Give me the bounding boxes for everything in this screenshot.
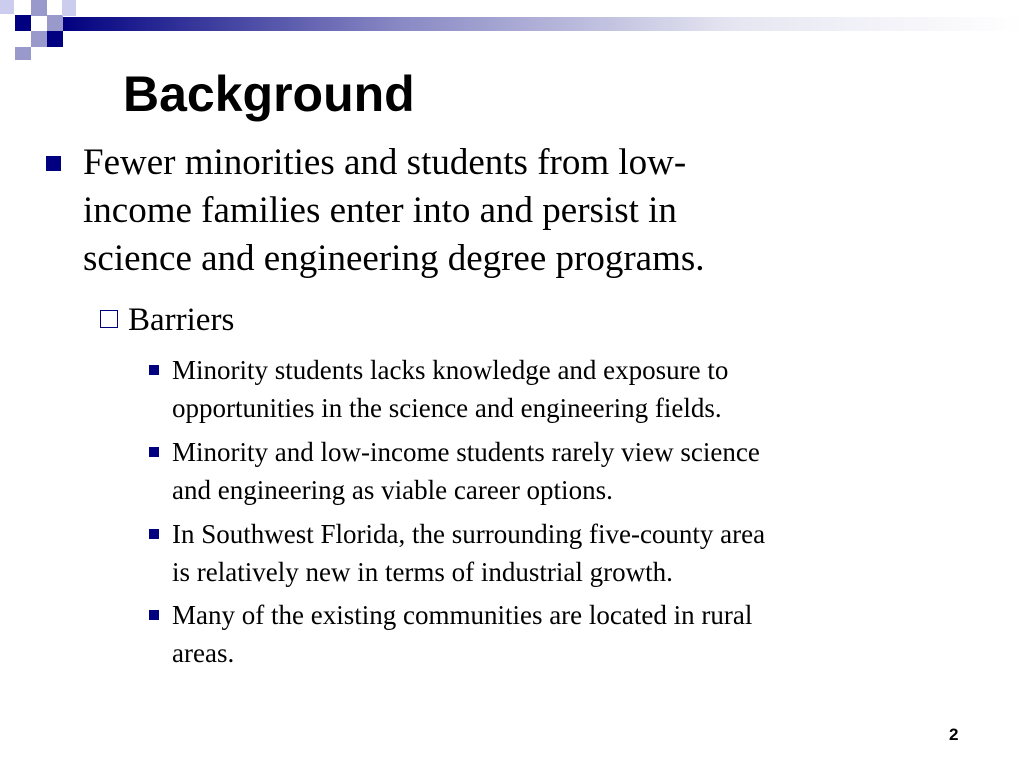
bullet-level3 [172,433,942,509]
bullet-level1 [83,139,873,283]
gradient-bar [60,17,1024,31]
page-number: 2 [949,725,959,744]
bullet-line: is relatively new in terms of industrial growth. [172,557,673,587]
deco-square [62,0,76,16]
small-square-bullet-icon [149,610,159,620]
bullet-line: and engineering as viable career options. [172,475,613,505]
bullet-line: Many of the existing communities are located in rural [172,600,753,630]
subheading-text: Barriers [128,302,235,338]
bullet-level3 [172,596,942,672]
bullet-line: Fewer minorities and students from low- [83,142,687,183]
bullet-line: income families enter into and persist in [83,190,677,231]
bullet-line: In Southwest Florida, the surrounding five-county area [172,519,766,549]
square-bullet-icon [46,156,61,171]
deco-square [47,31,63,47]
bullet-line: opportunities in the science and engineering fields. [172,393,722,423]
bullet-level2-barriers [128,297,234,343]
hollow-square-bullet-icon [100,310,118,328]
deco-square [31,0,47,16]
bullet-level3 [172,351,942,427]
deco-square [15,15,31,31]
bullet-line: science and engineering degree programs. [83,238,705,279]
small-square-bullet-icon [149,529,159,539]
bullet-line: Minority students lacks knowledge and exposure to [172,355,729,385]
small-square-bullet-icon [149,365,159,375]
bullet-level3 [172,515,942,591]
small-square-bullet-icon [149,447,159,457]
header-decoration [0,0,1024,60]
bullet-line: Minority and low-income students rarely view science [172,437,760,467]
deco-square [47,15,63,31]
deco-square [31,31,47,47]
bullet-line: areas. [172,638,235,668]
deco-square [15,47,31,60]
slide-title: Background [123,66,415,122]
deco-square [0,0,14,14]
